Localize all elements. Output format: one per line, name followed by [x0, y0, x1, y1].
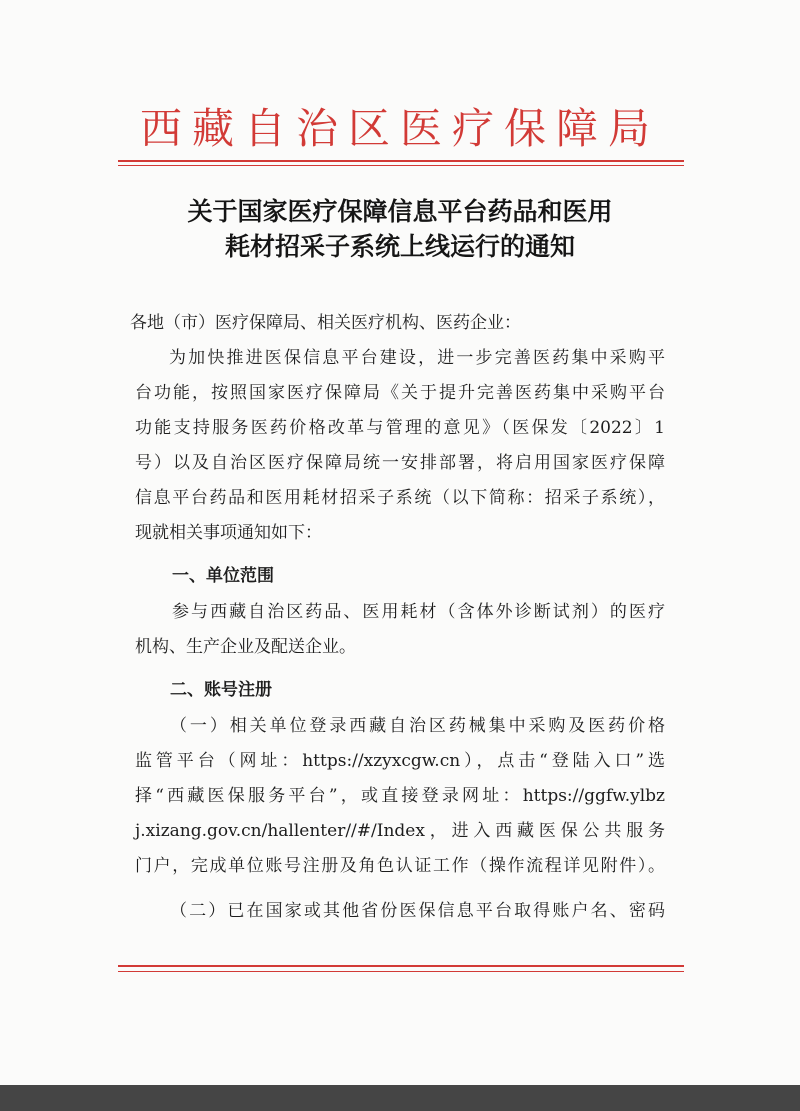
footer-red-rule-thin [118, 971, 684, 972]
section-2-line: （一）相关单位登录西藏自治区药械集中采购及医药价格 [170, 716, 665, 736]
section-1-line: 参与西藏自治区药品、医用耗材（含体外诊断试剂）的医疗 [172, 602, 665, 622]
section-2-line: （二）已在国家或其他省份医保信息平台取得账户名、密码 [170, 901, 665, 921]
section-1-line: 机构、生产企业及配送企业。 [135, 637, 356, 657]
header-red-rule [118, 160, 684, 162]
footer-red-rule [118, 965, 684, 967]
header-red-rule-thin [118, 165, 684, 166]
section-2-line: 监管平台（网址：https://xzyxcgw.cn），点击“登陆入口”选 [135, 751, 665, 771]
issuing-organization-header: 西藏自治区医疗保障局 [139, 104, 660, 153]
section-heading: 一、单位范围 [172, 566, 274, 586]
viewer-bottom-bar [0, 1085, 800, 1111]
document-title-line-2: 耗材招采子系统上线运行的通知 [224, 232, 575, 261]
section-heading: 二、账号注册 [170, 680, 272, 700]
intro-line: 现就相关事项通知如下： [135, 523, 322, 543]
intro-line: 功能支持服务医药价格改革与管理的意见》（医保发〔2022〕1 [135, 418, 665, 438]
section-2-line: j.xizang.gov.cn/hallenter//#/Index，进入西藏医保公共服务 [135, 821, 665, 841]
section-2-line: 择“西藏医保服务平台”，或直接登录网址：https://ggfw.ylbz [135, 786, 665, 806]
intro-line: 信息平台药品和医用耗材招采子系统（以下简称：招采子系统）， [135, 488, 665, 508]
document-title-line-1: 关于国家医疗保障信息平台药品和医用 [187, 197, 613, 226]
addressee: 各地（市）医疗保障局、相关医疗机构、医药企业： [130, 313, 521, 333]
intro-line: 号）以及自治区医疗保障局统一安排部署，将启用国家医疗保障 [135, 453, 665, 473]
intro-line: 为加快推进医保信息平台建设，进一步完善医药集中采购平 [169, 348, 665, 368]
section-2-line: 门户，完成单位账号注册及角色认证工作（操作流程详见附件）。 [135, 856, 665, 876]
intro-line: 台功能，按照国家医疗保障局《关于提升完善医药集中采购平台 [135, 383, 665, 403]
